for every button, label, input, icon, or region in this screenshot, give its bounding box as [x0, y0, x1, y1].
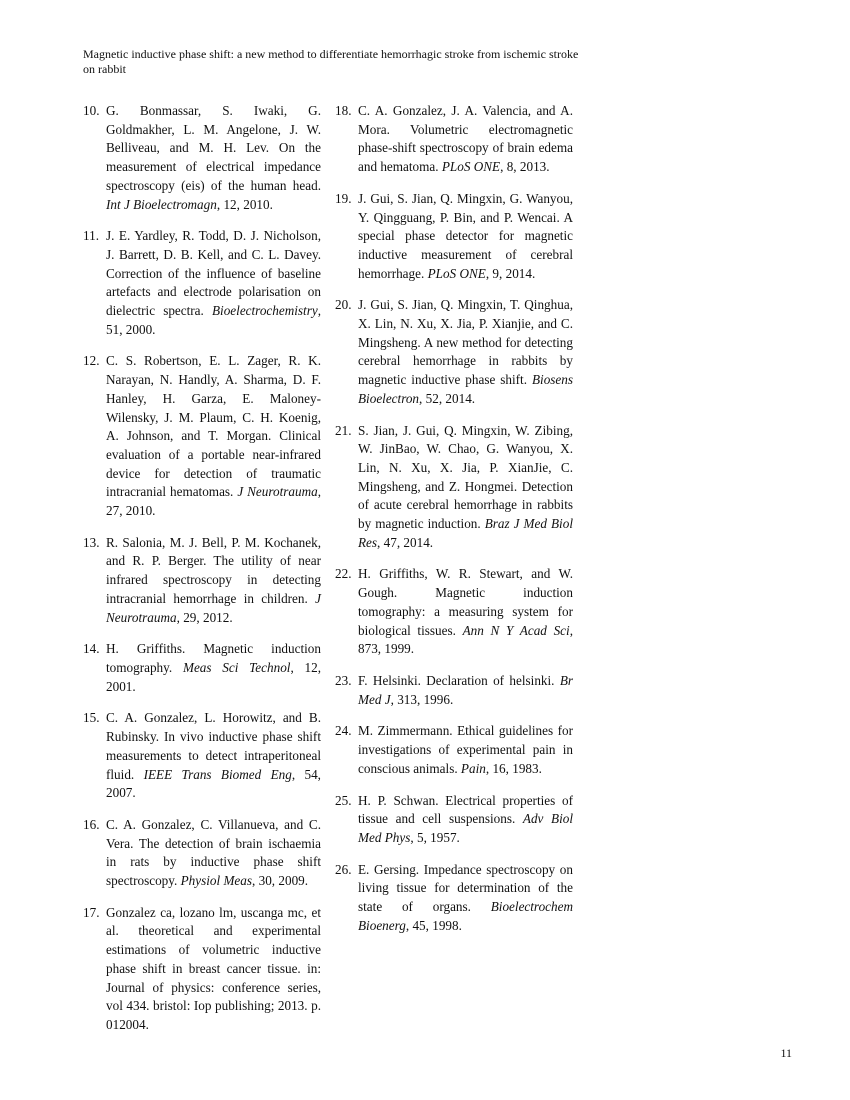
reference-item	[335, 722, 573, 778]
reference-text: J. E. Yardley, R. Todd, D. J. Nicholson, J. Barrett, D. B. Kell, and C. L. Davey. Correction of the influence of baseline artefacts and electrode polarisation on dielectric spectra.	[106, 228, 321, 319]
reference-number: 26.	[335, 861, 352, 877]
reference-item	[83, 816, 321, 891]
reference-item	[335, 861, 573, 936]
reference-number: 23.	[335, 672, 352, 688]
reference-number: 10.	[83, 103, 100, 118]
reference-number: 11.	[83, 228, 99, 244]
reference-text: Gonzalez ca, lozano lm, uscanga mc, et al. theoretical and experimental estimations of volumetric inductive phase shift in breast cancer tissue. in: Journal of physics: conference series, vol 434. bristol: Iop publishing; 2013. p. 012004.	[106, 904, 321, 1032]
reference-number: 15.	[83, 710, 100, 726]
reference-item	[335, 190, 573, 284]
reference-details: , 30, 2009.	[252, 873, 309, 889]
reference-text: J. Gui, S. Jian, Q. Mingxin, G. Wanyou, Y. Qingguang, P. Bin, and P. Wencai. A special phase detector for magnetic inductive measurement of cerebral hemorrhage.	[358, 190, 573, 281]
reference-journal: PLoS ONE	[427, 265, 486, 281]
reference-number: 25.	[335, 792, 352, 808]
reference-text: H. Griffiths, W. R. Stewart, and W. Gough. Magnetic induction tomography: a measuring system for biological tissues.	[358, 566, 573, 638]
reference-item	[83, 904, 321, 1035]
reference-text: J. Gui, S. Jian, Q. Mingxin, T. Qinghua, X. Lin, N. Xu, X. Jia, P. Xianjie, and C. Mingsheng. A new method for detecting cerebral hemorrhage in rabbits by magnetic inductive phase shift.	[358, 297, 573, 388]
reference-item	[83, 227, 321, 339]
reference-journal: Pain	[460, 760, 486, 776]
reference-journal: Int J Bioelectromagn	[106, 196, 217, 212]
reference-details: , 873, 1999.	[358, 622, 573, 657]
reference-number: 20.	[335, 297, 352, 313]
reference-details: , 54, 2007.	[106, 766, 321, 801]
reference-number: 18.	[335, 103, 352, 118]
reference-item	[83, 534, 321, 628]
reference-text: E. Gersing. Impedance spectroscopy on living tissue for determination of the state of organs.	[358, 861, 573, 915]
reference-details: , 12, 2001.	[106, 659, 322, 694]
reference-number: 24.	[335, 723, 352, 739]
reference-journal: Physiol Meas	[180, 873, 253, 889]
reference-item	[335, 672, 573, 709]
reference-journal: Bioelectrochem Bioenerg	[358, 899, 573, 933]
reference-journal: Ann N Y Acad Sci	[462, 622, 570, 638]
reference-text: G. Bonmassar, S. Iwaki, G. Goldmakher, L. M. Angelone, J. W. Belliveau, and M. H. Lev. On the measurement of electrical impedance spectroscopy (eis) of the human head.	[106, 103, 321, 193]
reference-journal: Bioelectrochemistry	[211, 303, 318, 319]
reference-details: , 47, 2014.	[377, 534, 434, 550]
reference-text: F. Helsinki. Declaration of helsinki.	[358, 672, 560, 688]
reference-text: C. A. Gonzalez, J. A. Valencia, and A. Mora. Volumetric electromagnetic phase-shift spectroscopy of brain edema and hematoma.	[358, 103, 573, 175]
reference-details: , 12, 2010.	[216, 196, 273, 212]
reference-journal: PLoS ONE	[441, 159, 501, 175]
reference-details: , 16, 1983.	[485, 760, 542, 776]
reference-journal: Br Med J	[358, 672, 573, 707]
reference-number: 21.	[335, 422, 352, 438]
page-number: 11	[780, 1046, 792, 1060]
reference-text: C. A. Gonzalez, C. Villanueva, and C. Vera. The detection of brain ischaemia in rats by inductive phase shift spectroscopy.	[106, 816, 321, 889]
reference-item	[83, 102, 321, 214]
reference-journal: Adv Biol Med Phys	[358, 811, 573, 845]
reference-item	[335, 792, 573, 848]
reference-text: R. Salonia, M. J. Bell, P. M. Kochanek, and R. P. Berger. The utility of near infrared spectroscopy in detecting intracranial hemorrhage in children.	[106, 534, 321, 606]
reference-item	[83, 640, 321, 696]
reference-number: 12.	[83, 353, 100, 369]
reference-number: 14.	[83, 641, 100, 657]
reference-item	[335, 102, 573, 177]
reference-item	[335, 565, 573, 659]
reference-number: 16.	[83, 816, 100, 832]
reference-journal: Biosens Bioelectron	[358, 372, 573, 406]
reference-item	[335, 296, 573, 408]
reference-text: S. Jian, J. Gui, Q. Mingxin, W. Zibing, W. JinBao, W. Chao, G. Wanyou, X. Lin, N. Xu, X. Jia, P. XianJie, C. Mingsheng, and Z. Hongmei. Detection of acute cerebral hemorrhage in rabbits by magnetic induction.	[358, 422, 573, 532]
reference-journal: J Neurotrauma	[237, 484, 318, 500]
reference-details: , 29, 2012.	[176, 609, 233, 625]
references-column-right	[335, 102, 573, 935]
reference-text: H. Griffiths. Magnetic induction tomography.	[106, 641, 321, 675]
reference-details: , 5, 1957.	[410, 829, 460, 845]
references-column-left	[83, 102, 321, 1035]
reference-journal: Meas Sci Technol	[182, 659, 291, 675]
reference-details: , 313, 1996.	[390, 691, 454, 707]
reference-item	[83, 709, 321, 803]
reference-details: , 51, 2000.	[106, 303, 321, 337]
reference-number: 17.	[83, 904, 100, 920]
reference-journal: Braz J Med Biol Res	[358, 516, 573, 550]
reference-item	[83, 352, 321, 520]
reference-text: C. A. Gonzalez, L. Horowitz, and B. Rubinsky. In vivo inductive phase shift measurements to detect intraperitoneal fluid.	[106, 710, 321, 782]
reference-item	[335, 422, 573, 553]
reference-details: , 27, 2010.	[106, 484, 321, 519]
running-header: Magnetic inductive phase shift: a new method to differentiate hemorrhagic stroke from ischemic stroke on rabbit	[83, 47, 579, 76]
reference-journal: IEEE Trans Biomed Eng	[143, 766, 292, 782]
reference-details: , 52, 2014.	[419, 390, 476, 406]
reference-text: H. P. Schwan. Electrical properties of tissue and cell suspensions.	[358, 792, 573, 827]
reference-details: , 45, 1998.	[405, 917, 462, 933]
reference-details: , 9, 2014.	[485, 265, 536, 281]
reference-journal: J Neurotrauma	[106, 590, 321, 625]
reference-number: 19.	[335, 190, 352, 206]
reference-details: , 8, 2013.	[500, 159, 550, 175]
reference-text: M. Zimmermann. Ethical guidelines for investigations of experimental pain in conscious animals.	[358, 723, 573, 776]
reference-number: 22.	[335, 566, 352, 582]
reference-text: C. S. Robertson, E. L. Zager, R. K. Narayan, N. Handly, A. Sharma, D. F. Hanley, H. Garza, E. Maloney-Wilensky, J. M. Plaum, C. H. Koenig, A. Johnson, and T. Morgan. Clinical evaluation of a portable near-infrared device for detection of traumatic intracranial hematomas.	[106, 353, 321, 500]
reference-number: 13.	[83, 534, 100, 550]
